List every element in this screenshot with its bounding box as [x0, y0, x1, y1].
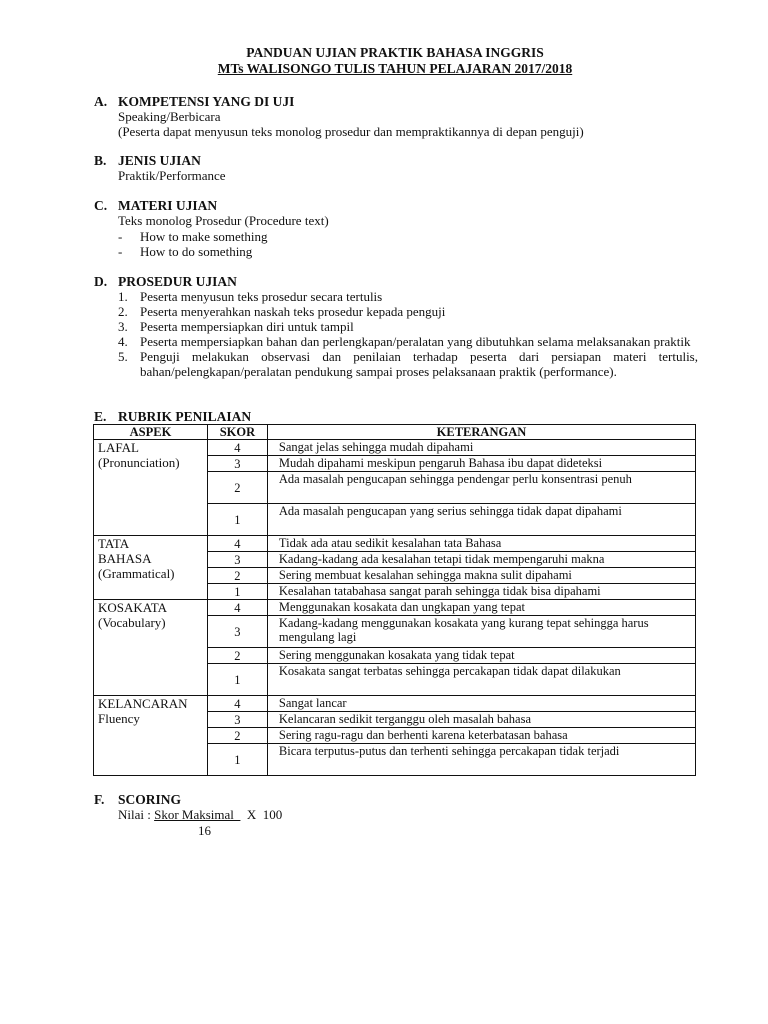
list-number: 2. — [118, 304, 128, 319]
aspect-name: BAHASA — [98, 551, 152, 566]
list-item-text: How to do something — [140, 244, 253, 259]
scoring-numerator: Skor Maksimal — [154, 807, 241, 822]
aspect-cell — [94, 440, 208, 536]
table-row — [94, 600, 696, 616]
section-b-heading — [94, 153, 201, 168]
list-item — [118, 244, 252, 259]
bullet-dash: - — [118, 244, 123, 259]
section-title: MATERI UJIAN — [118, 198, 218, 213]
list-item-text: Peserta mempersiapkan diri untuk tampil — [140, 319, 354, 334]
section-letter: A. — [94, 94, 108, 109]
table-header-row — [94, 425, 696, 440]
section-f-heading — [94, 792, 181, 807]
section-a-line: (Peserta dapat menyusun teks monolog prosedur dan mempraktikannya di depan penguji) — [118, 124, 584, 139]
aspect-cell — [94, 696, 208, 776]
section-title: JENIS UJIAN — [118, 153, 201, 168]
description-cell: Sangat lancar — [267, 696, 695, 712]
aspect-name: KELANCARAN — [98, 696, 188, 711]
list-number: 5. — [118, 349, 128, 364]
section-title: RUBRIK PENILAIAN — [118, 409, 252, 424]
list-item-text: Penguji melakukan observasi dan penilaian terhadap peserta dari persiapan materi tertulis, bahan/pelengkapan/peralatan pendukung sampai proses pelaksanaan praktik (performance). — [140, 349, 698, 379]
score-cell: 3 — [207, 456, 267, 472]
section-e-heading — [94, 409, 251, 424]
section-title: SCORING — [118, 792, 182, 807]
table-row — [94, 536, 696, 552]
description-cell: Ada masalah pengucapan yang serius sehingga tidak dapat dipahami — [267, 504, 695, 536]
aspect-cell — [94, 600, 208, 696]
column-header-skor: SKOR — [207, 425, 267, 440]
score-cell: 3 — [207, 712, 267, 728]
aspect-name: LAFAL — [98, 440, 139, 455]
section-letter: D. — [94, 274, 108, 289]
section-a-heading — [94, 94, 294, 109]
list-item-text: Peserta menyerahkan naskah teks prosedur kepada penguji — [140, 304, 446, 319]
scoring-multiplier: X 100 — [240, 807, 283, 822]
score-cell: 2 — [207, 648, 267, 664]
column-header-aspek: ASPEK — [94, 425, 208, 440]
section-letter: C. — [94, 198, 108, 213]
table-row — [94, 696, 696, 712]
document-subtitle: MTs WALISONGO TULIS TAHUN PELAJARAN 2017/2018 — [217, 61, 573, 76]
score-cell: 4 — [207, 600, 267, 616]
section-b-line: Praktik/Performance — [118, 168, 226, 183]
procedure-list — [118, 289, 698, 379]
aspect-cell — [94, 536, 208, 600]
list-item — [118, 334, 698, 349]
section-letter: B. — [94, 153, 107, 168]
score-cell: 2 — [207, 728, 267, 744]
description-cell: Sangat jelas sehingga mudah dipahami — [267, 440, 695, 456]
document-title: PANDUAN UJIAN PRAKTIK BAHASA INGGRIS — [246, 45, 544, 60]
scoring-formula — [118, 807, 282, 822]
bullet-dash: - — [118, 229, 123, 244]
table-row — [94, 440, 696, 456]
description-cell: Tidak ada atau sedikit kesalahan tata Bahasa — [267, 536, 695, 552]
description-cell: Kadang-kadang menggunakan kosakata yang kurang tepat sehingga harus mengulang lagi — [267, 616, 695, 648]
list-number: 1. — [118, 289, 128, 304]
description-cell: Menggunakan kosakata dan ungkapan yang tepat — [267, 600, 695, 616]
description-cell: Kosakata sangat terbatas sehingga percakapan tidak dapat dilakukan — [267, 664, 695, 696]
score-cell: 1 — [207, 504, 267, 536]
aspect-subname: (Vocabulary) — [98, 615, 166, 630]
score-cell: 2 — [207, 472, 267, 504]
scoring-denominator: 16 — [198, 823, 211, 838]
list-item — [118, 229, 267, 244]
score-cell: 1 — [207, 664, 267, 696]
description-cell: Sering membuat kesalahan sehingga makna sulit dipahami — [267, 568, 695, 584]
list-item-text: How to make something — [140, 229, 268, 244]
description-cell: Ada masalah pengucapan sehingga pendengar perlu konsentrasi penuh — [267, 472, 695, 504]
list-item-text: Peserta mempersiapkan bahan dan perlengkapan/peralatan yang dibutuhkan selama melaksanakan praktik — [140, 334, 691, 349]
aspect-name: TATA — [98, 536, 130, 551]
list-item-text: Peserta menyusun teks prosedur secara tertulis — [140, 289, 383, 304]
list-item — [118, 289, 698, 304]
score-cell: 4 — [207, 440, 267, 456]
list-item — [118, 319, 698, 334]
scoring-prefix: Nilai : — [118, 807, 155, 822]
list-number: 3. — [118, 319, 128, 334]
score-cell: 4 — [207, 536, 267, 552]
column-header-keterangan: KETERANGAN — [267, 425, 695, 440]
section-title: KOMPETENSI YANG DI UJI — [118, 94, 295, 109]
aspect-subname: (Pronunciation) — [98, 455, 180, 470]
aspect-subname: Fluency — [98, 711, 140, 726]
score-cell: 1 — [207, 744, 267, 776]
score-cell: 4 — [207, 696, 267, 712]
score-cell: 2 — [207, 568, 267, 584]
rubric-table — [93, 424, 696, 776]
description-cell: Mudah dipahami meskipun pengaruh Bahasa ibu dapat dideteksi — [267, 456, 695, 472]
section-title: PROSEDUR UJIAN — [118, 274, 237, 289]
score-cell: 1 — [207, 584, 267, 600]
section-d-heading — [94, 274, 237, 289]
list-item — [118, 304, 698, 319]
section-c-line: Teks monolog Prosedur (Procedure text) — [118, 213, 329, 228]
section-c-heading — [94, 198, 217, 213]
description-cell: Kesalahan tatabahasa sangat parah sehingga tidak bisa dipahami — [267, 584, 695, 600]
section-a-line: Speaking/Berbicara — [118, 109, 221, 124]
score-cell: 3 — [207, 552, 267, 568]
aspect-subname: (Grammatical) — [98, 566, 175, 581]
description-cell: Kadang-kadang ada kesalahan tetapi tidak mempengaruhi makna — [267, 552, 695, 568]
section-letter: E. — [94, 409, 107, 424]
description-cell: Bicara terputus-putus dan terhenti sehingga percakapan tidak terjadi — [267, 744, 695, 776]
score-cell: 3 — [207, 616, 267, 648]
description-cell: Sering ragu-ragu dan berhenti karena keterbatasan bahasa — [267, 728, 695, 744]
description-cell: Sering menggunakan kosakata yang tidak tepat — [267, 648, 695, 664]
section-letter: F. — [94, 792, 105, 807]
list-item — [118, 349, 698, 379]
description-cell: Kelancaran sedikit terganggu oleh masalah bahasa — [267, 712, 695, 728]
list-number: 4. — [118, 334, 128, 349]
aspect-name: KOSAKATA — [98, 600, 168, 615]
